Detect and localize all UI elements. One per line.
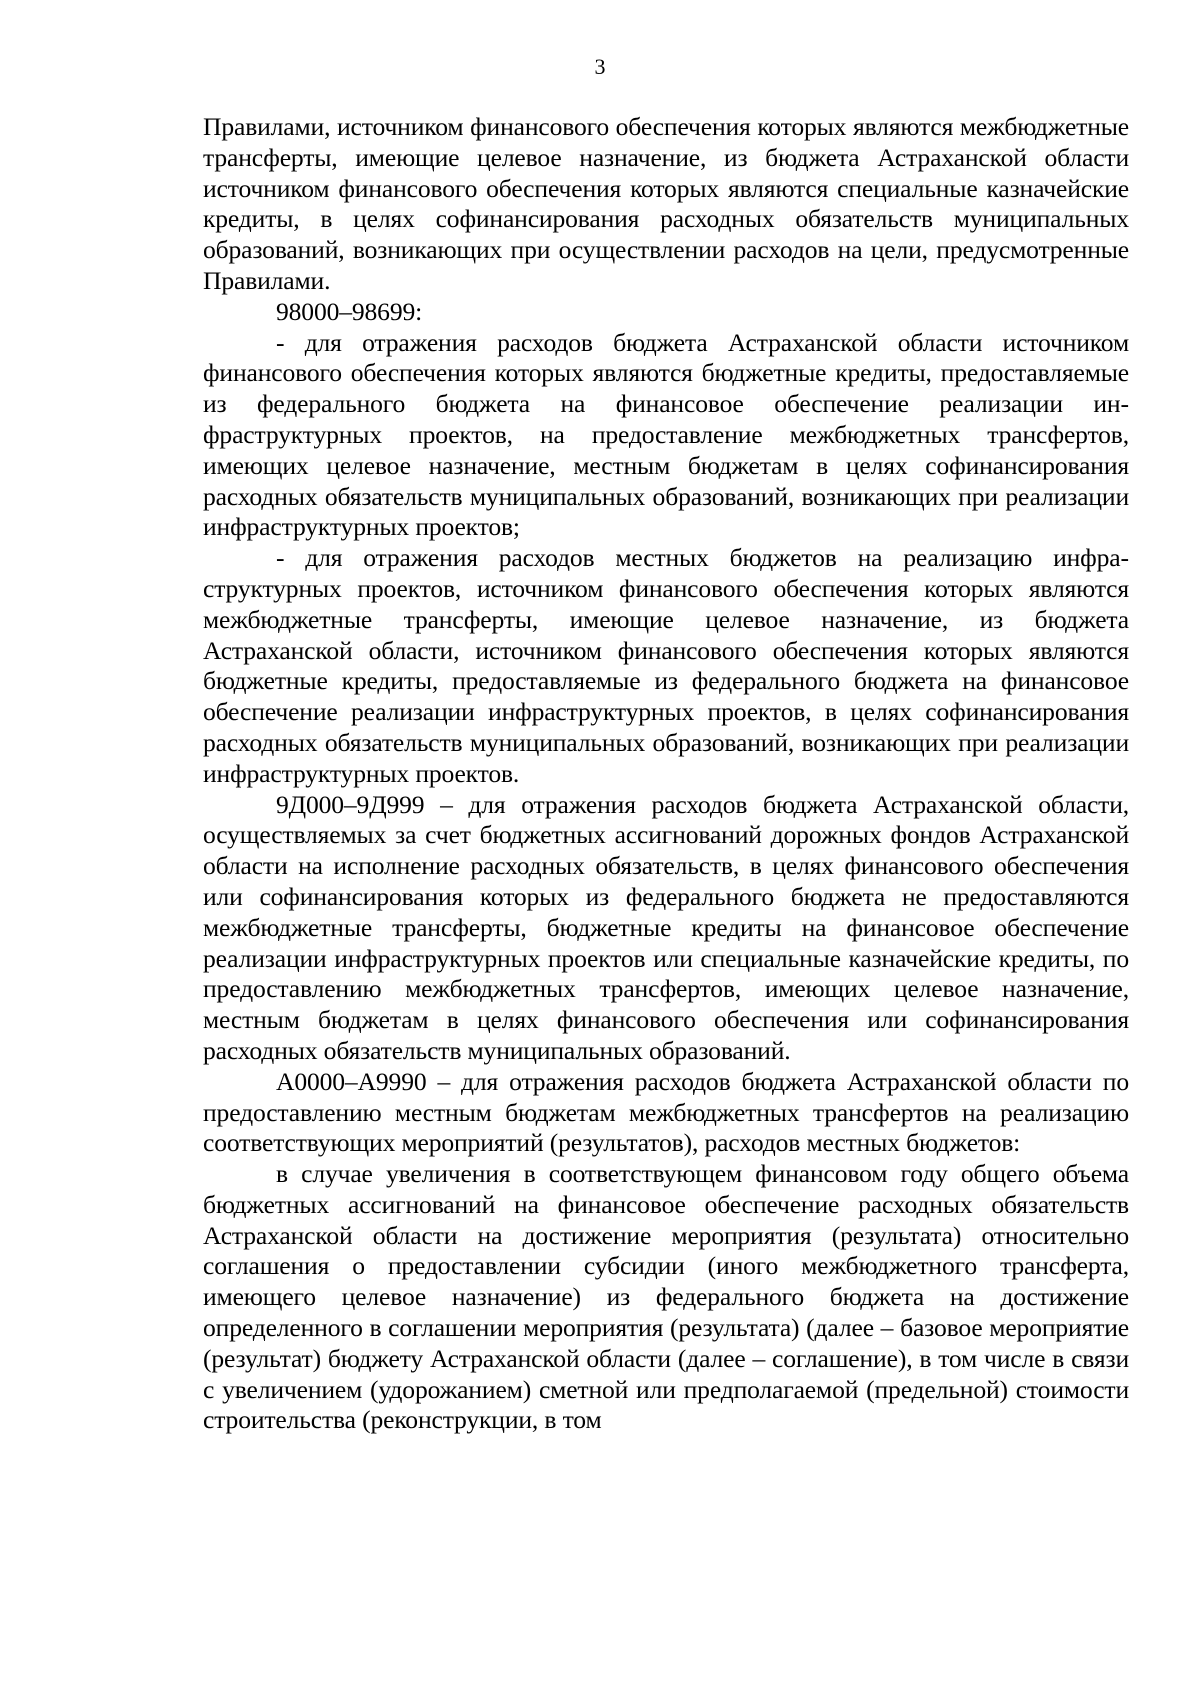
paragraph-code-range-98000: 98000–98699: [276, 296, 423, 326]
paragraph-local-budget-infrastructure: - для отражения расходов местных бюджетов на реализацию инфраструктурных проектов, источником финансового обеспечения которых являются межбюджетные трансферты, имеющие целевое назначение, из бюджета Астраханской области, источником финансового обеспечения которых являются бюджетные кредиты, предоставляемые из федерального бюджета на финансовое обеспечение реализации инфраструктурных проектов, в целях софинансирования расходных обязательств муниципальных образований, возникающих при реализации инфраструктурных проектов. [203, 543, 1129, 788]
page-number: 3 [594, 54, 606, 79]
paragraph-budget-increase-case: в случае увеличения в соответствующем финансовом году общего объема бюджетных ассигнований на финансовое обеспечение расходных обязательств Астраханской области на достижение мероприятия (результата) относительно соглашения о предоставлении субсидии (иного межбюджетного трансферта, имеющего целевое назначение) из федерального бюджета на достижение определенного в соглашении мероприятия (результата) (далее – базовое мероприятие (результат) бюджету Астраханской области (далее – соглашение), в том числе в связи с увеличением (удорожанием) сметной или предполагаемой (предельной) стоимости строительства (реконструкции, в том [203, 1159, 1129, 1435]
document-body [203, 112, 1129, 1436]
paragraph-code-range-a0000: А0000–А9990 – для отражения расходов бюджета Астраханской области по предоставлению местным бюджетам межбюджетных трансфертов на реализацию соответствующих мероприятий (результатов), расходов местных бюджетов: [203, 1066, 1129, 1158]
paragraph-regional-budget-credits: - для отражения расходов бюджета Астраханской области источником финансового обеспечения которых являются бюджетные кредиты, предоставляемые из федерального бюджета на финансовое обеспечение реализации инфраструктурных проектов, на предоставление межбюджетных трансфертов, имеющих целевое назначение, местным бюджетам в целях софинансирования расходных обязательств муниципальных образований, возникающих при реализации инфраструктурных проектов; [203, 327, 1129, 542]
paragraph-code-range-9d000: 9Д000–9Д999 – для отражения расходов бюджета Астраханской области, осуществляемых за счет бюджетных ассигнований дорожных фондов Астраханской области на исполнение расходных обязательств, в целях финансового обеспечения или софинансирования которых из федерального бюджета не предоставляются межбюджетные трансферты, бюджетные кредиты на финансовое обеспечение реализации инфраструктурных проектов или специальные казначейские кредиты, по предоставлению межбюджетных трансфертов, имеющих целевое назначение, местным бюджетам в целях финансового обеспечения или софинансирования расходных обязательств муниципальных образований. [203, 789, 1129, 1065]
paragraph-rules-continuation: Правилами, источником финансового обеспечения которых являются межбюджетные трансферты, имеющие целевое назначение, из бюджета Астраханской области источником финансового обеспечения которых являются специальные казначейские кредиты, в целях софинансирования расходных обязательств муниципальных образований, возникающих при осуществлении расходов на цели, предусмотренные Правилами. [203, 112, 1129, 295]
